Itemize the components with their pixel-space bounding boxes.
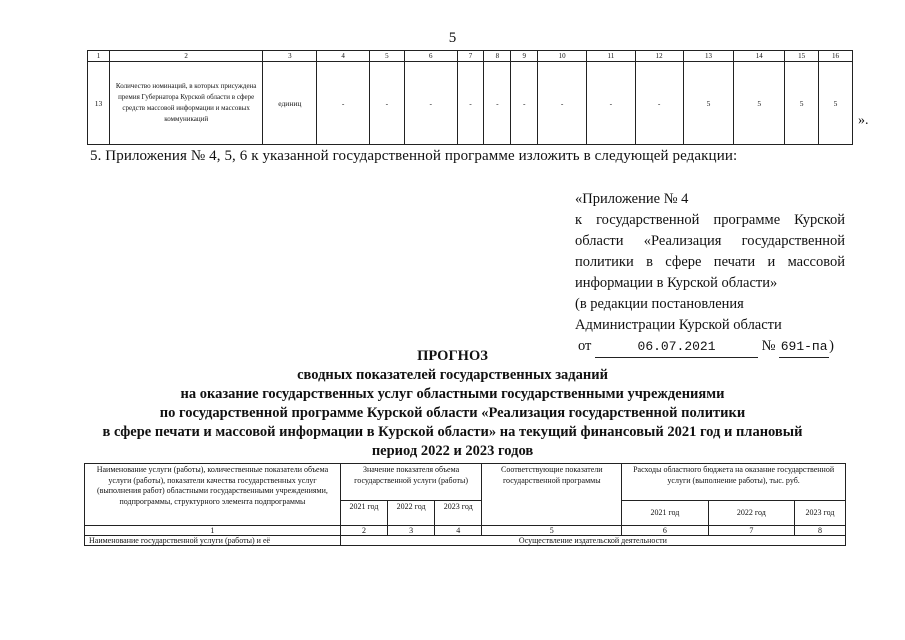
year-header: 2023 год <box>435 501 482 526</box>
col-header-expenses: Расходы областного бюджета на оказание государственной услуги (выполнение работы), тыс. руб. <box>622 464 846 501</box>
forecast-table <box>84 463 846 546</box>
year-header: 2023 год <box>795 501 846 526</box>
col-header: 8 <box>484 51 511 62</box>
appendix-line: «Приложение № 4 <box>575 191 689 207</box>
table-cell: 5 <box>819 62 853 145</box>
col-number: 5 <box>482 526 622 536</box>
appendix-line: к государственной программе Курской <box>575 212 845 228</box>
row-description: Количество номинаций, в которых присуждена премия Губернатора Курской области в сфере средств массовой информации и массовых коммуникаций <box>109 62 262 145</box>
year-header: 2022 год <box>388 501 435 526</box>
title-line: на оказание государственных услуг областными государственными учреждениями <box>180 386 725 402</box>
title-line: сводных показателей государственных заданий <box>297 367 608 383</box>
col-header: 14 <box>734 51 785 62</box>
table-cell: - <box>404 62 457 145</box>
col-header: 9 <box>511 51 538 62</box>
col-number: 6 <box>622 526 708 536</box>
col-number: 8 <box>795 526 846 536</box>
page-number: 5 <box>448 30 457 46</box>
row-label: Наименование государственной услуги (работы) и её <box>85 536 341 546</box>
col-header: 15 <box>785 51 819 62</box>
title-line: период 2022 и 2023 годов <box>371 443 534 459</box>
item-5-paragraph: 5. Приложения № 4, 5, 6 к указанной государственной программе изложить в следующей редакции: <box>90 148 738 164</box>
row-unit: единиц <box>263 62 317 145</box>
col-header: 11 <box>587 51 636 62</box>
col-header: 3 <box>263 51 317 62</box>
col-header: 13 <box>683 51 734 62</box>
col-number: 3 <box>388 526 435 536</box>
col-number: 4 <box>435 526 482 536</box>
title-line: по государственной программе Курской области «Реализация государственной политики <box>159 405 746 421</box>
col-header-name: Наименование услуги (работы), количественные показатели объема услуги (работы), показатели качества государственных услуг (выполнения работ) областными государственными учреждениями, подпрограммы, структурного элемента подпрограммы <box>85 464 341 526</box>
table-cell: - <box>587 62 636 145</box>
decree-date: 06.07.2021 <box>595 336 758 358</box>
table-cell: - <box>484 62 511 145</box>
col-header-indicators: Соответствующие показатели государственной программы <box>482 464 622 526</box>
col-header: 6 <box>404 51 457 62</box>
col-header: 7 <box>457 51 484 62</box>
col-header: 16 <box>819 51 853 62</box>
appendix-caption <box>575 189 845 358</box>
row-number: 13 <box>88 62 110 145</box>
decree-number: 691-па <box>779 336 829 358</box>
table-cell: 5 <box>734 62 785 145</box>
table-row <box>88 62 853 145</box>
column-numbers-row <box>85 526 846 536</box>
col-number: 2 <box>340 526 387 536</box>
document-title <box>0 347 905 461</box>
table-cell: - <box>635 62 683 145</box>
col-header: 1 <box>88 51 110 62</box>
table-row <box>85 536 846 546</box>
indicators-table <box>87 50 853 145</box>
number-label: № <box>761 338 776 354</box>
closing-quote: ». <box>858 113 869 128</box>
col-number: 1 <box>85 526 341 536</box>
table-cell: - <box>511 62 538 145</box>
table-cell: - <box>538 62 587 145</box>
col-number: 7 <box>708 526 794 536</box>
col-header: 5 <box>370 51 405 62</box>
year-header: 2021 год <box>622 501 708 526</box>
col-header: 4 <box>317 51 370 62</box>
title-line: ПРОГНОЗ <box>417 348 488 364</box>
table-header-row <box>85 464 846 501</box>
table-cell: - <box>317 62 370 145</box>
col-header-value: Значение показателя объема государственной услуги (работы) <box>340 464 481 501</box>
table-cell: - <box>457 62 484 145</box>
col-header: 10 <box>538 51 587 62</box>
appendix-line: Администрации Курской области <box>575 317 782 333</box>
appendix-line: (в редакции постановления <box>575 296 744 312</box>
table-cell: 5 <box>785 62 819 145</box>
table-cell: - <box>370 62 405 145</box>
year-header: 2022 год <box>708 501 794 526</box>
row-value: Осуществление издательской деятельности <box>340 536 845 546</box>
table-header-row <box>88 51 853 62</box>
close-paren: ) <box>829 338 834 354</box>
year-header: 2021 год <box>340 501 387 526</box>
appendix-line: политики в сфере печати и массовой <box>575 254 845 270</box>
table-cell: 5 <box>683 62 734 145</box>
title-line: в сфере печати и массовой информации в Курской области» на текущий финансовый 2021 год и плановый <box>102 424 803 440</box>
col-header: 2 <box>109 51 262 62</box>
appendix-line: области «Реализация государственной <box>575 233 845 249</box>
col-header: 12 <box>635 51 683 62</box>
from-label: от <box>578 338 592 354</box>
appendix-line: информации в Курской области» <box>575 275 778 291</box>
